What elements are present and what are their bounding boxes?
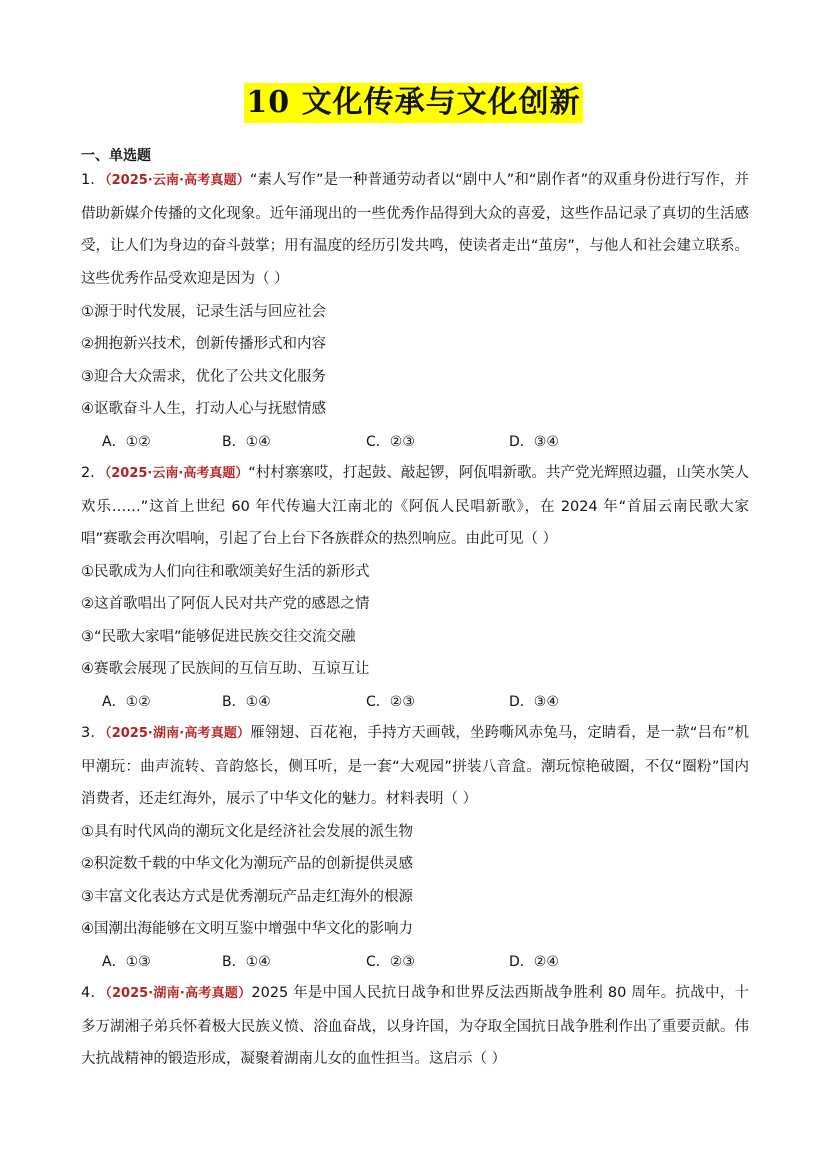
question-number: 4． [81,985,106,1001]
question-3-option-4: ④国潮出海能够在文明互鉴中增强中华文化的影响力 [81,921,413,937]
question-4-stem [81,977,749,1076]
question-2-option-2: ②这首歌唱出了阿佤人民对共产党的感恩之情 [81,596,370,612]
choice-c: C．②③ [366,954,415,970]
question-source: （2025·云南·高考真题） [104,173,250,188]
choice-d: D．③④ [509,434,559,450]
question-text: “村村寨寨哎，打起鼓、敲起锣，阿佤唱新歌。共产党光辉照边疆，山笑水笑人欢乐……”这首上世纪 60 年代传遍大江南北的《阿佤人民唱新歌》，在 2024 年“首届云南民歌大家唱”赛歌会再次唱响，引起了台上台下各族群众的热烈响应。由此可见（ ） [81,465,749,547]
choice-b: B．①④ [222,694,271,710]
question-3-option-3: ③丰富文化表达方式是优秀潮玩产品走红海外的根源 [81,889,413,905]
choice-a: A．①② [102,694,151,710]
question-3-stem [81,717,749,816]
question-1-option-1: ①源于时代发展，记录生活与回应社会 [81,304,326,320]
question-number: 1． [81,172,105,188]
question-text: 2025 年是中国人民抗日战争和世界反法西斯战争胜利 80 周年。抗战中，十多万湖湘子弟兵怀着极大民族义愤、浴血奋战，以身许国，为夺取全国抗日战争胜利作出了重要贡献。伟大抗战精神的锻造形成，凝聚着湖南儿女的血性担当。这启示（ ） [81,985,749,1067]
question-3-option-1: ①具有时代风尚的潮玩文化是经济社会发展的派生物 [81,824,413,840]
question-source: （2025·湖南·高考真题） [105,726,251,741]
question-2-option-3: ③“民歌大家唱”能够促进民族交往交流交融 [81,629,356,645]
question-2-option-1: ①民歌成为人们向往和歌颂美好生活的新形式 [81,564,370,580]
section-heading: 一、单选题 [81,148,151,164]
choice-b: B．①④ [222,434,271,450]
question-text: “素人写作”是一种普通劳动者以“剧中人”和“剧作者”的双重身份进行写作，并借助新媒介传播的文化现象。近年涌现出的一些优秀作品得到大众的喜爱，这些作品记录了真切的生活感受，让人们为身边的奋斗鼓掌；用有温度的经历引发共鸣，使读者走出“茧房”，与他人和社会建立联系。这些优秀作品受欢迎是因为（ ） [81,172,749,287]
question-source: （2025·湖南·高考真题） [105,986,252,1001]
title-area [0,83,827,123]
page-title: 10 文化传承与文化创新 [244,83,582,123]
question-1-option-3: ③迎合大众需求，优化了公共文化服务 [81,369,326,385]
choice-c: C．②③ [366,694,415,710]
question-source: （2025·云南·高考真题） [104,466,249,481]
question-text: 雁翎翅、百花袍，手持方天画戟，坐跨嘶风赤兔马，定睛看，是一款“吕布”机甲潮玩：曲声流转、音韵悠长，侧耳听，是一套“大观园”拼装八音盒。潮玩惊艳破圈，不仅“圈粉”国内消费者，还走红海外，展示了中华文化的魅力。材料表明（ ） [81,725,749,807]
choice-c: C．②③ [366,434,415,450]
question-1-option-2: ②拥抱新兴技术，创新传播形式和内容 [81,336,326,352]
question-3-option-2: ②积淀数千载的中华文化为潮玩产品的创新提供灵感 [81,856,413,872]
choice-d: D．③④ [509,694,559,710]
choice-d: D．②④ [509,954,559,970]
question-1-stem [81,164,749,295]
choice-b: B．①④ [222,954,271,970]
choice-a: A．①② [102,434,151,450]
question-2-option-4: ④赛歌会展现了民族间的互信互助、互谅互让 [81,661,370,677]
question-1-option-4: ④讴歌奋斗人生，打动人心与抚慰情感 [81,401,326,417]
question-number: 2． [81,465,105,481]
choice-a: A．①③ [102,954,151,970]
question-number: 3． [81,725,106,741]
question-2-stem [81,457,749,556]
